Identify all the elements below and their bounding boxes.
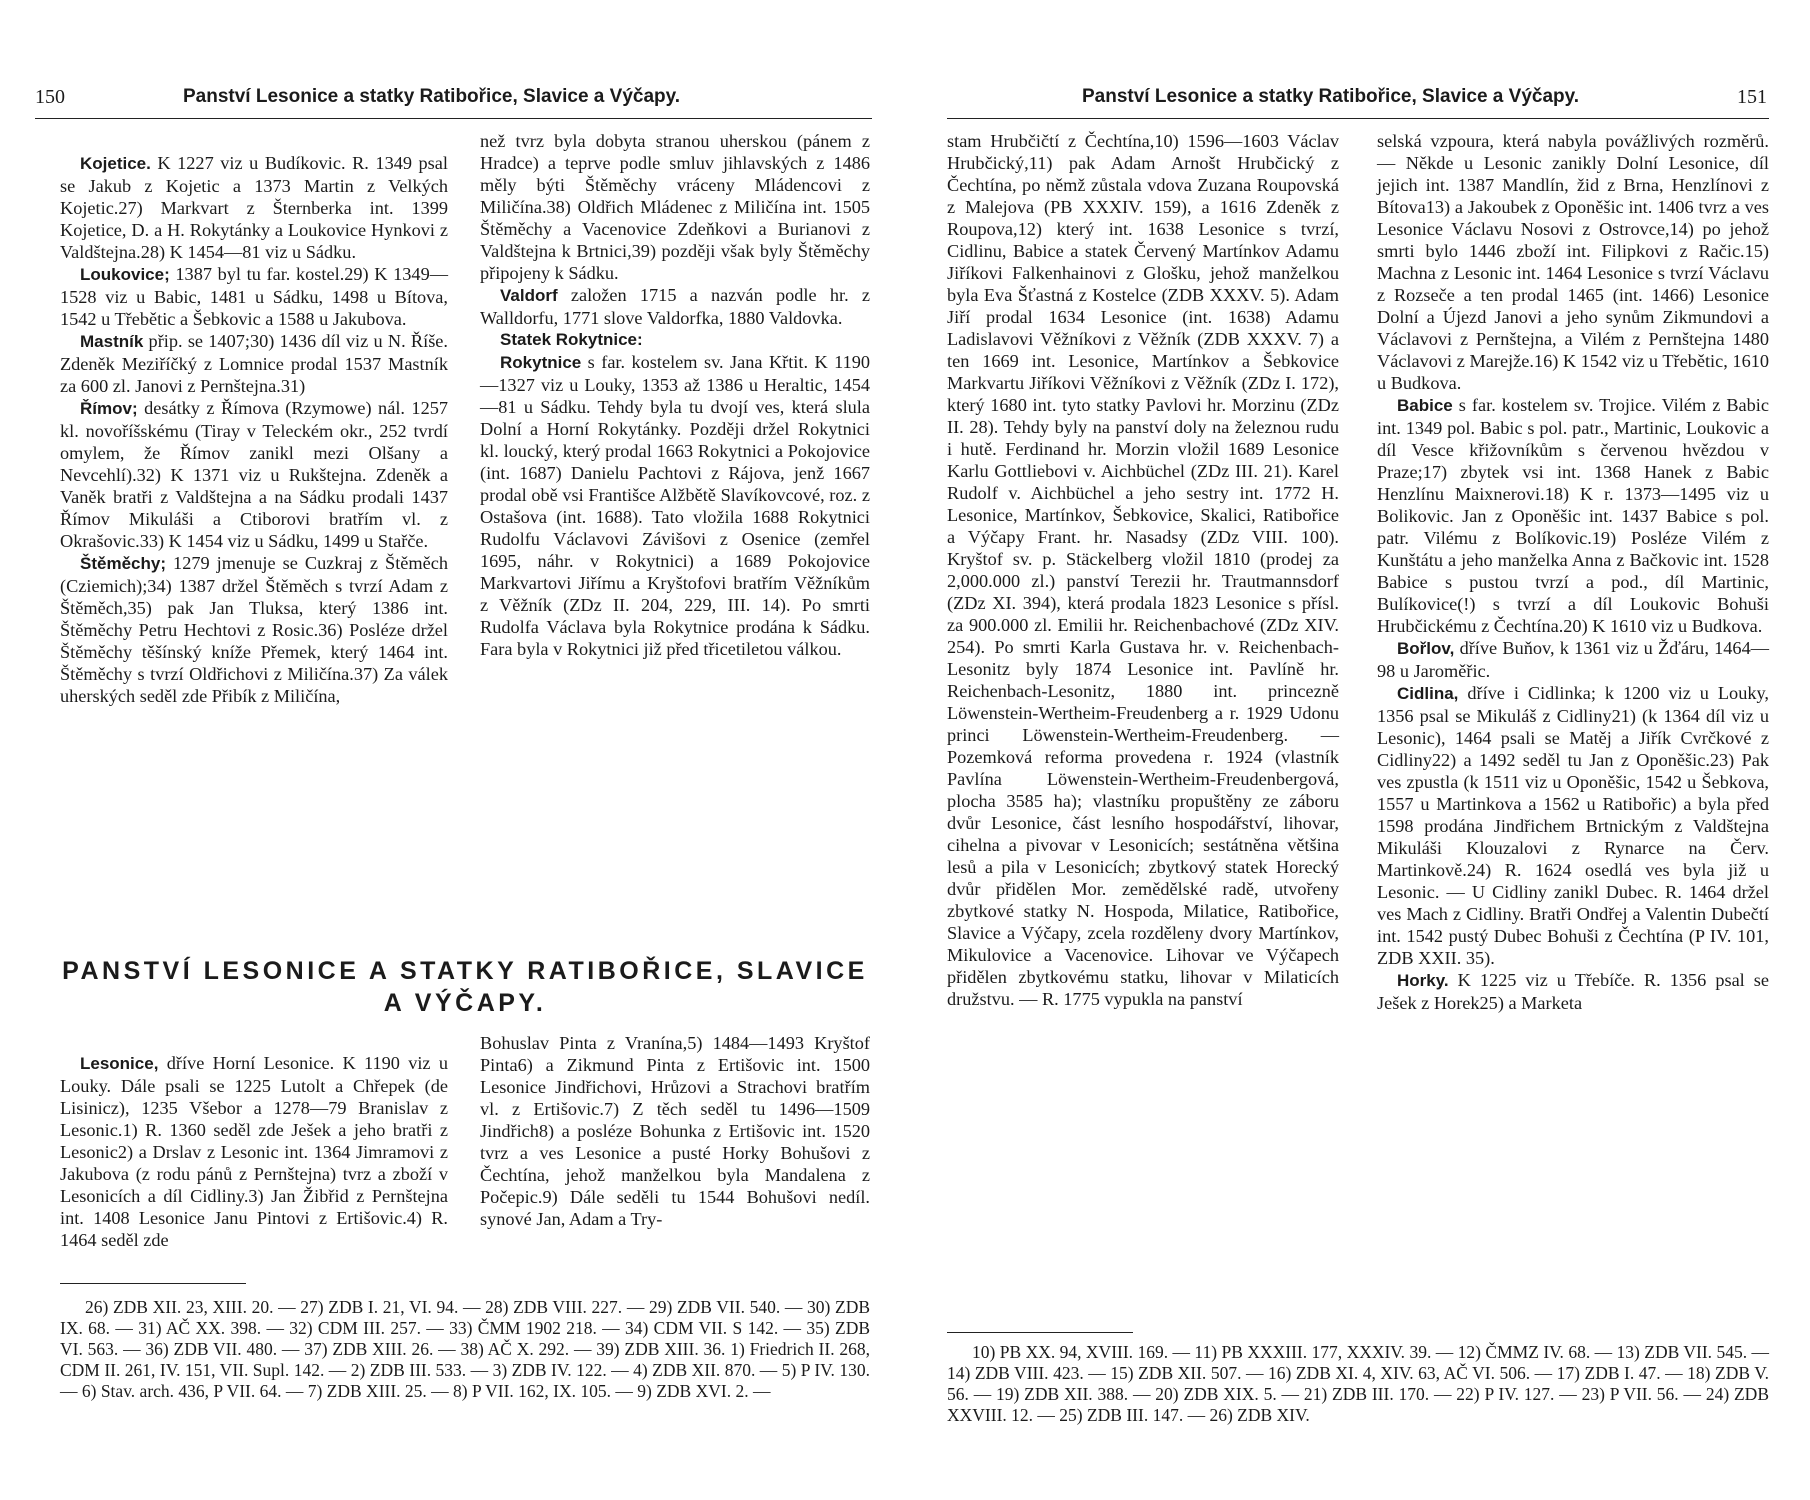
entry-term: Valdorf <box>500 286 558 305</box>
entry-paragraph <box>60 397 448 552</box>
running-head: Panství Lesonice a statky Ratibořice, Slavice a Výčapy. <box>183 86 681 107</box>
entry-term: Loukovice; <box>80 265 170 284</box>
footnote-rule <box>60 1283 246 1284</box>
entry-text: 1279 jmenuje se Cuzkraj z Štěměch (Cziemich);34) 1387 držel Štěměch s tvrzí Adam z Štěměch,35) pak Jan Tluksa, který 1386 int. Štěměchy Petru Hechtovi z Rosic.36) Posléze držel Štěměchy těšínský kníže Přemek, který 1464 int. Štěměchy s tvrzí Oldřichovi z Miličína.37) Za válek uherských seděl zde Přibík z Miličína, <box>60 553 448 706</box>
right-page <box>905 0 1810 1500</box>
entry-text: přip. se 1407;30) 1436 díl viz u N. Říše. Zdeněk Meziříčký z Lomnice prodal 1537 Mastník za 600 zl. Janovi z Pernštejna.31) <box>60 331 448 396</box>
entry-term: Kojetice. <box>80 154 151 173</box>
entry-text: K 1227 viz u Budíkovic. R. 1349 psal se Jakub z Kojetic a 1373 Martin z Velkých Kojetic.27) Markvart z Šternberka int. 1399 Kojetice, D. a H. Rokytánky a Loukovice Hynkovi z Valdštejna.28) K 1454—81 viz u Sádku. <box>60 153 448 262</box>
entry-term: Bořlov, <box>1397 639 1455 658</box>
entry-paragraph <box>480 351 870 660</box>
entry-paragraph <box>1377 969 1769 1014</box>
entry-term: Babice <box>1397 396 1453 415</box>
entry-text: desátky z Římova (Rzymowe) nál. 1257 kl. novoříšskému (Tiray v Teleckém okr., 252 tvrdí omylem, že Římov zanikl mezi Olšany a Nevcehlí).32) K 1371 viz u Rukštejna. Zdeněk a Vaněk bratři z Valdštejna a na Sádku prodali 1437 Římov Mikuláši a Ctiborovi bratřím vl. z Okrašovic.33) K 1454 viz u Sádku, 1499 u Stařče. <box>60 398 448 551</box>
running-head: Panství Lesonice a statky Ratibořice, Slavice a Výčapy. <box>1082 86 1580 107</box>
entry-term: Štěměchy; <box>80 554 166 573</box>
text-column <box>480 1032 870 1230</box>
page-number: 150 <box>35 86 65 108</box>
entry-paragraph <box>480 130 870 284</box>
entry-text: Bohuslav Pinta z Vranína,5) 1484—1493 Kryštof Pinta6) a Zikmund Pinta z Ertišovic int. 1500 Lesonice Jindřichovi, Hrůzovi a Strachovi bratřím vl. z Ertišovic.7) Z těch seděl tu 1496—1509 Jindřich8) a posléze Bohunka z Ertišovic int. 1520 tvrz a ves Lesonice a pusté Horky Bohušovi z Čechtína, jehož manželkou byla Mandalena z Počepic.9) Dále seděli tu 1544 Bohušovi nedíl. synové Jan, Adam a Try- <box>480 1033 870 1229</box>
entry-paragraph <box>1377 394 1769 637</box>
entry-paragraph <box>1377 682 1769 969</box>
header-rule <box>947 118 1769 119</box>
entry-paragraph <box>1377 130 1769 394</box>
footnote-text: 10) PB XX. 94, XVIII. 169. — 11) PB XXXIII. 177, XXXIV. 39. — 12) ČMMZ IV. 68. — 13) ZDB VII. 545. — 14) ZDB VIII. 423. — 15) ZDB XII. 507. — 16) ZDB XI. 4, XIV. 63, AČ VI. 506. — 17) ZDB I. 47. — 18) ZDB V. 56. — 19) ZDB XII. 388. — 20) ZDB XIX. 5. — 21) ZDB III. 170. — 22) P IV. 127. — 23) P VII. 56. — 24) ZDB XXVIII. 12. — 25) ZDB III. 147. — 26) ZDB XIV. <box>947 1342 1769 1425</box>
entry-term: Rokytnice <box>500 353 582 372</box>
entry-text: než tvrz byla dobyta stranou uherskou (pánem z Hradce) a teprve podle smluv jihlavských z 1486 měly býti Štěměchy vráceny Mládencovi z Miličína.38) Oldřich Mládenec z Miličína int. 1505 Štěměchy a Vacenovice Zdeňkovi a Burianovi z Valdštejna k Brtnici,39) později však byly Štěměchy připojeny k Sádku. <box>480 131 870 283</box>
text-column <box>1377 130 1769 1014</box>
text-column <box>60 152 448 707</box>
entry-text: s far. kostelem sv. Jana Křtit. K 1190—1327 viz u Louky, 1353 až 1386 u Heraltic, 1454—81 u Sádku. Tehdy byla tu dvojí ves, která slula Dolní a Horní Rokytánky. Později držel Rokytnici kl. loucký, který prodal 1663 Rokytnici a Pokojovice (int. 1687) Danielu Pachtovi z Rájova, jenž 1667 prodal obě vsi Františce Alžbětě Slavíkovcové, roz. z Ostašova (int. 1688). Tato vložila 1688 Rokytnici Rudolfu Václavovi Závišovi z Osenice (zemřel 1695, náhr. v Rokytnici) a 1689 Pokojovice Markvartovi Jiřímu a Kryštofovi bratřím Věžníkům z Věžník (ZDz II. 204, 229, III. 14). Po smrti Rudolfa Václava byla Rokytnice prodána k Sádku. Fara byla v Rokytnici již před třicetiletou válkou. <box>480 352 870 659</box>
footnote-text: 26) ZDB XII. 23, XIII. 20. — 27) ZDB I. 21, VI. 94. — 28) ZDB VIII. 227. — 29) ZDB VII. 540. — 30) ZDB IX. 68. — 31) AČ XX. 398. — 32) CDM III. 257. — 33) ČMM 1902 218. — 34) CDM VII. S 142. — 35) ZDB VI. 563. — 36) ZDB VII. 480. — 37) ZDB XIII. 26. — 38) AČ X. 292. — 39) ZDB XIII. 36. 1) Friedrich II. 268, CDM II. 261, IV. 151, VII. Supl. 142. — 2) ZDB III. 533. — 3) ZDB IV. 122. — 4) ZDB XII. 870. — 5) P IV. 130. — 6) Stav. arch. 436, P VII. 64. — 7) ZDB XIII. 25. — 8) P VII. 162, IX. 105. — 9) ZDB XVI. 2. — <box>60 1297 870 1401</box>
footnotes <box>60 1297 870 1402</box>
footnotes <box>947 1342 1769 1426</box>
entry-term: Horky. <box>1397 971 1449 990</box>
page-number: 151 <box>1737 86 1767 108</box>
entry-text: dříve Horní Lesonice. K 1190 viz u Louky. Dále psali se 1225 Lutolt a Chřepek (de Lisinicz), 1235 Všebor a 1278—79 Branislav z Lesonic.1) R. 1360 seděl zde Ješek a jeho bratři z Lesonic2) a Drslav z Lesonic int. 1364 Jimramovi z Jakubova (z rodu pánů z Pernštejna) tvrz a zboží v Lesonicích a díl Cidliny.3) Jan Žibřid z Pernštejna int. 1408 Lesonice Janu Pintovi z Ertišovic.4) R. 1464 seděl zde <box>60 1053 448 1250</box>
entry-paragraph <box>480 1032 870 1230</box>
footnote-rule <box>947 1332 1133 1333</box>
text-column <box>480 130 870 660</box>
text-column <box>947 130 1339 1010</box>
entry-term: Lesonice, <box>80 1054 159 1073</box>
text-column <box>60 1052 448 1251</box>
entry-paragraph <box>480 284 870 329</box>
entry-term: Cidlina, <box>1397 684 1459 703</box>
entry-text: stam Hrubčičtí z Čechtína,10) 1596—1603 Václav Hrubčický,11) pak Adam Arnošt Hrubčický z Čechtína, po němž zůstala vdova Zuzana Roupovská z Malejova (PB XXXIV. 159), a 1616 Zdeněk z Roupova,12) který int. 1638 Lesonice s tvrzí, Cidlinu, Babice a statek Červený Martínkov Adamu Jiříkovi Falkenhainovi z Glošku, jehož manželkou byla Eva Šťastná z Kostelce (ZDB XXXV. 5). Adam Jiří prodal 1634 Lesonice (int. 1638) Adamu Ladislavovi Věžníkovi z Věžník (ZDB XXXV. 7) a ten 1669 int. Lesonice, Martínkov a Šebkovice Markvartu Jiříkovi Věžníkovi z Věžník (ZDz I. 172), který 1680 int. tyto statky Pavlovi hr. Morzinu (ZDz II. 28). Tehdy byly na panství doly na železnou rudu i hutě. Ferdinand hr. Morzin vložil 1689 Lesonice Karlu Gottliebovi v. Aichbüchel (ZDz III. 21). Karel Rudolf v. Aichbüchel a jeho sestry int. 1772 H. Lesonice, Martínkov, Šebkovice, Skalici, Ratibořice a Výčapy Frant. hr. Nasadsy (ZDz VIII. 100). Kryštof sv. p. Stäckelberg vložil 1810 (prodej za 2,000.000 zl.) panství Terezii hr. Trautmannsdorf (ZDz XI. 394), která prodala 1823 Lesonice s přísl. za 900.000 zl. Emilii hr. Reichenbachové (ZDz XIV. 254). Po smrti Karla Gustava hr. v. Reichenbach-Lesonitz byly 1874 Lesonice int. Pavlíně hr. Reichenbach-Lesonitz, 1880 int. princezně Löwenstein-Wertheim-Freudenberg a r. 1929 Udonu princi Löwenstein-Wertheim-Freudenberg. — Pozemková reforma provedena r. 1924 (vlastník Pavlína Löwenstein-Wertheim-Freudenbergová, plocha 3585 ha); vlastníku propuštěny ze záboru dvůr Lesonice, část lesního hospodářství, lihovar, cihelna a pivovar v Lesonicích; sestátněna většina lesů a pila v Lesonicích; zbytkový statek Horecký dvůr přidělen Mor. zemědělské radě, utvořeny zbytkové statky N. Hospoda, Milatice, Ratibořice, Slavice a Výčapy, zcela rozděleny dvory Martínkov, Mikulovice a Vacenovice. Lihovar ve Výčapech přidělen zbytkovému statku, lihovar v Milaticích družstvu. — R. 1775 vypukla na panství <box>947 131 1339 1009</box>
entry-paragraph <box>60 552 448 707</box>
section-title: PANSTVÍ LESONICE A STATKY RATIBOŘICE, SLAVICE A VÝČAPY. <box>62 957 868 1017</box>
entry-text: dříve i Cidlinka; k 1200 viz u Louky, 1356 psal se Mikuláš z Cidliny21) (k 1364 díl viz u Lesonic), 1464 psali se Matěj a Jiřík Cvrčkové z Cidliny22) a 1492 seděl tu Jan z Oponěšic.23) Pak ves zpustla (k 1511 viz u Oponěšic, 1542 u Šebkova, 1557 u Martinkova a 1562 u Ratibořic) a byla před 1598 prodána Jindřichem Brtnickým z Valdštejna Mikuláši Klouzalovi z Rynarce na Červ. Martinkově.24) R. 1624 osedlá ves byla již u Lesonic. — U Cidliny zanikl Dubec. R. 1464 držel ves Mach z Cidliny. Bratři Ondřej a Valentin Dubečtí int. 1542 pustý Dubec Bohuši z Čechtína (P IV. 101, ZDB XXII. 35). <box>1377 683 1769 968</box>
entry-text: K 1225 viz u Třebíče. R. 1356 psal se Ješek z Horek25) a Marketa <box>1377 970 1769 1013</box>
entry-paragraph <box>60 330 448 397</box>
entry-term: Mastník <box>80 332 144 351</box>
entry-text: 1387 byl tu far. kostel.29) K 1349—1528 viz u Babic, 1481 u Sádku, 1498 u Bítova, 1542 u Třebětic a Šebkovic a 1588 u Jakubova. <box>60 264 448 329</box>
entry-paragraph <box>1377 637 1769 682</box>
entry-paragraph <box>60 152 448 263</box>
entry-text: selská vzpoura, která nabyla povážlivých rozměrů. — Někde u Lesonic zanikly Dolní Lesonice, díl jejich int. 1387 Mandlín, žid z Brna, Henzlínovi z Bítova13) a Jakoubek z Oponěšic int. 1406 tvrz a ves Lesonice Václavu Nosovi z Ostrovce,14) po jehož smrti bylo 1446 zboží int. Filipkovi z Račic.15) Machna z Lesonic int. 1464 Lesonice s tvrzí Václavu z Rozseče a ten prodal 1465 (int. 1466) Lesonice Dolní a Újezd Janovi a jeho synům Zikmundovi a Václavovi z Pernštejna, a Vilém z Pernštejna 1480 Václavovi z Marejže.16) K 1542 viz u Třebětic, 1610 u Budkova. <box>1377 131 1769 393</box>
entry-text: s far. kostelem sv. Trojice. Vilém z Babic int. 1349 pol. Babic s pol. patr., Martinic, Loukovic a díl Vesce křižovníkům s červenou hvězdou v Praze;17) zbytek vsi int. 1368 Hanek z Babic Henzlínu Maixnerovi.18) K r. 1373—1495 viz u Bolikovic. Jan z Oponěšic int. 1437 Babice s pol. patr. Vilému z Bolíkovic.19) Posléze Vilém z Kunštátu a jeho manželka Anna z Bačkovic int. 1528 Babice s pustou tvrzí a pod., díl Martinic, Bulíkovice(!) s tvrzí a díl Loukovic Bohuši Hrubčickému z Čechtína.20) K 1610 viz u Budkova. <box>1377 395 1769 636</box>
entry-paragraph <box>60 263 448 330</box>
entry-term: Římov; <box>80 399 138 418</box>
entry-paragraph <box>60 1052 448 1251</box>
entry-paragraph <box>947 130 1339 1010</box>
header-rule <box>35 118 872 119</box>
subheading: Statek Rokytnice: <box>500 330 643 349</box>
entry-text: založen 1715 a nazván podle hr. z Walldorfu, 1771 slove Valdorfka, 1880 Valdovka. <box>480 285 870 328</box>
entry-text: dříve Buňov, k 1361 viz u Žďáru, 1464—98 u Jaroměřic. <box>1377 638 1769 681</box>
